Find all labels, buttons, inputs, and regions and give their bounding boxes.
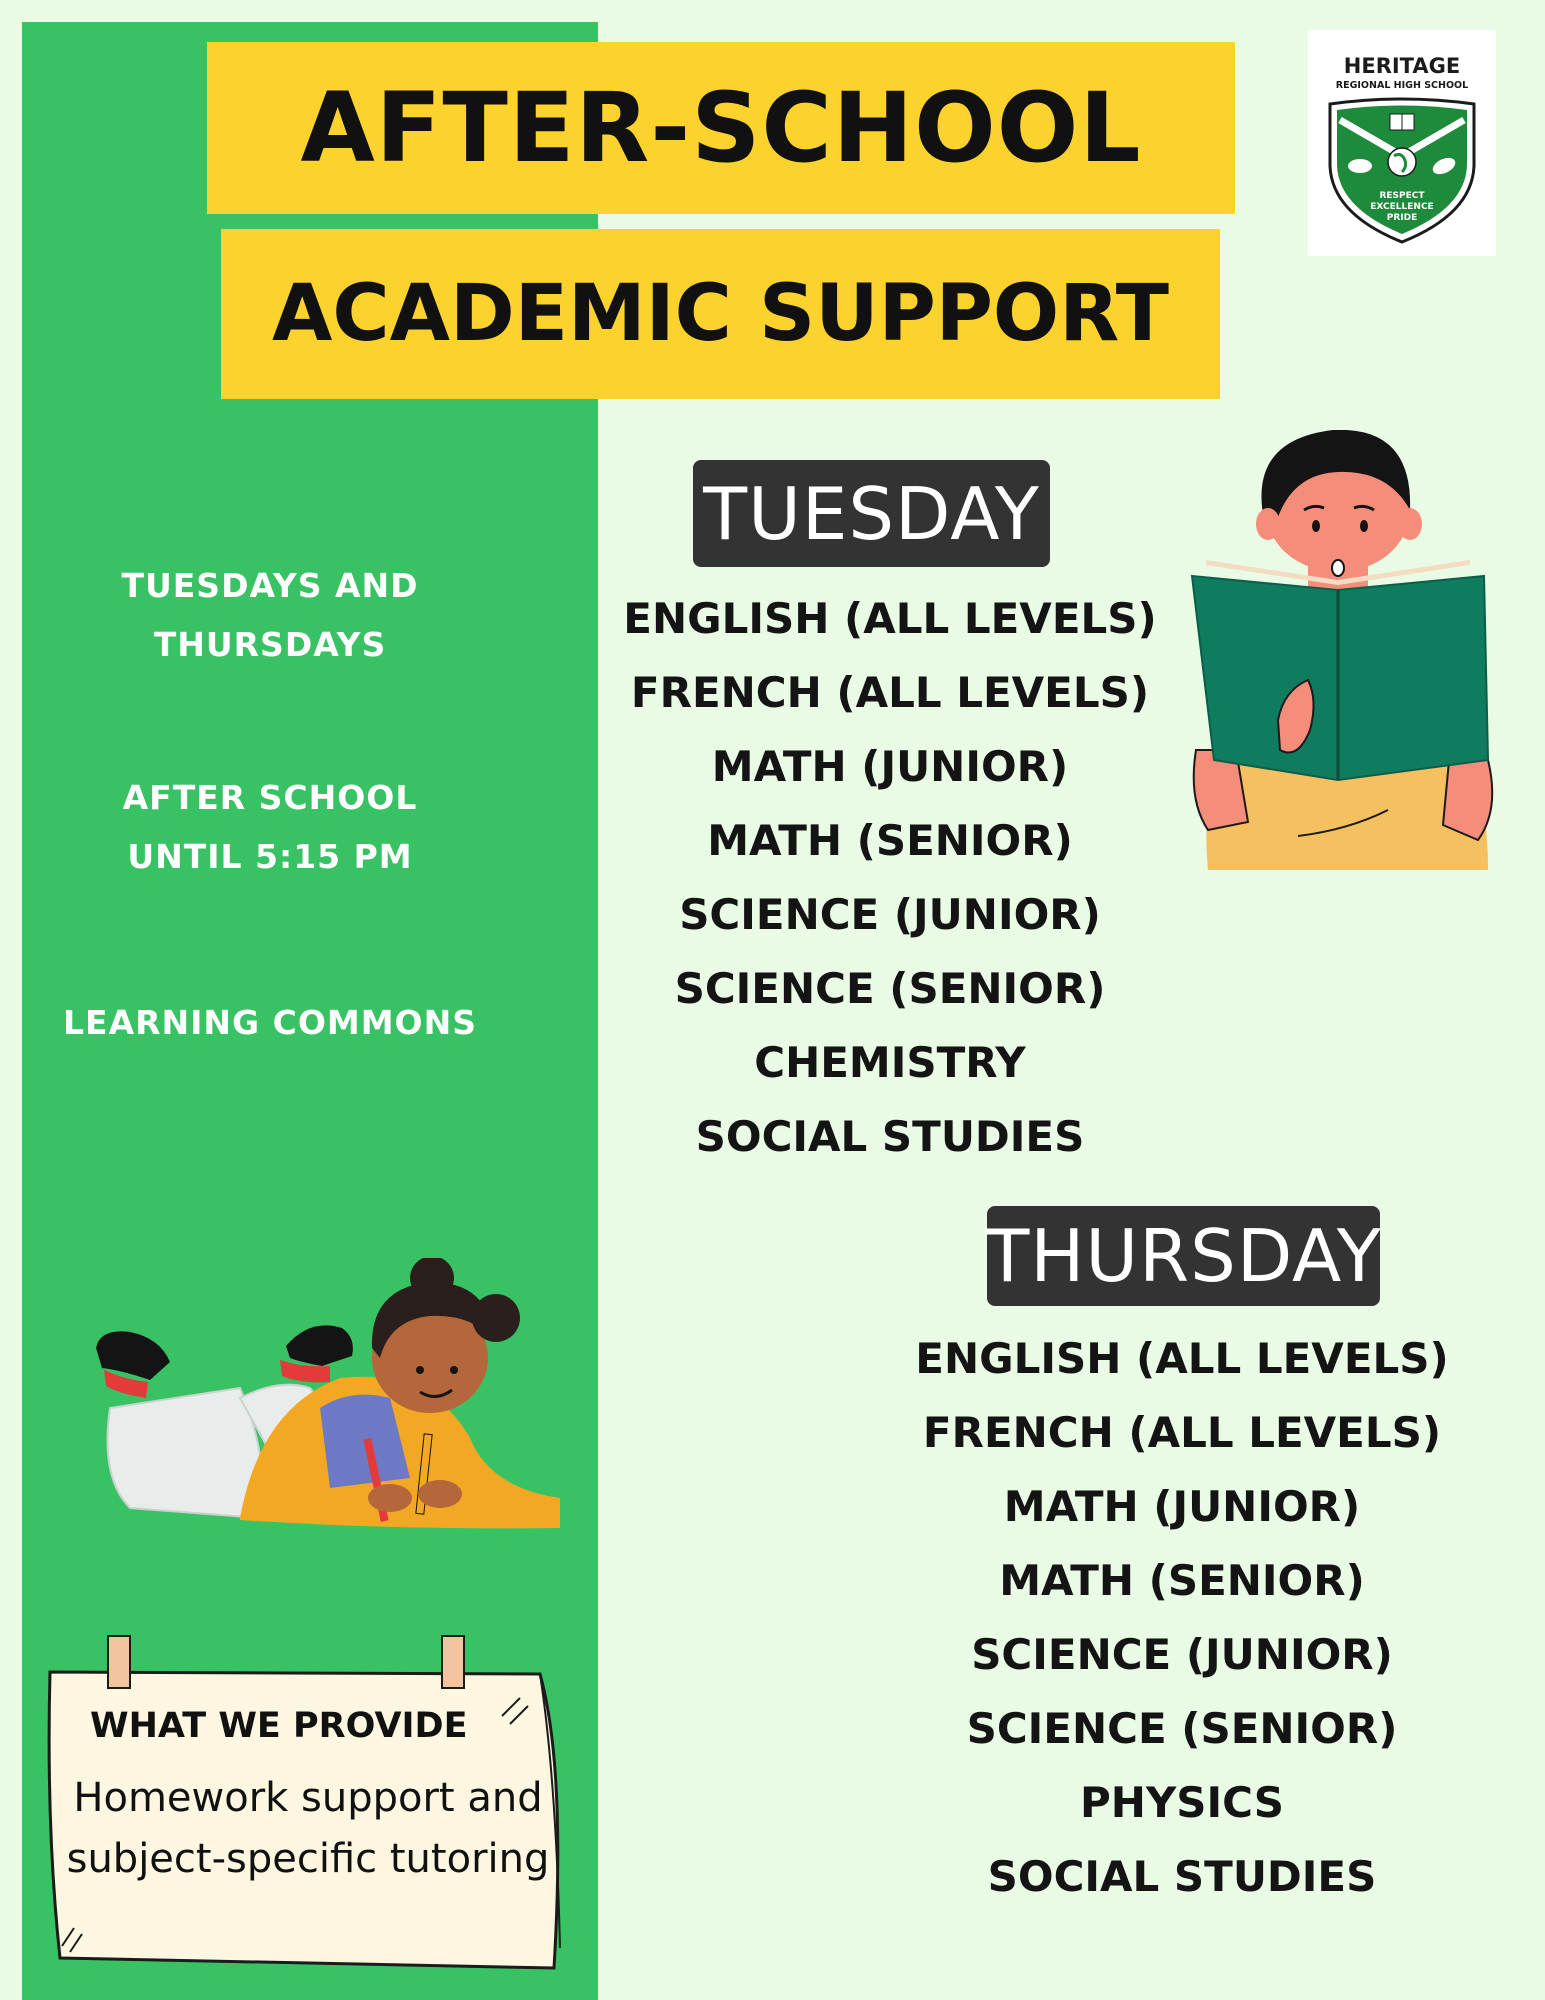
shield-icon — [1322, 96, 1482, 246]
tuesday-label-text: TUESDAY — [703, 471, 1040, 556]
subject-item: ENGLISH (ALL LEVELS) — [623, 594, 1157, 643]
logo-school-subtitle: REGIONAL HIGH SCHOOL — [1335, 80, 1469, 91]
subject-item: ENGLISH (ALL LEVELS) — [915, 1334, 1449, 1383]
subject-item: MATH (SENIOR) — [707, 816, 1073, 865]
subject-item: PHYSICS — [1079, 1778, 1285, 1827]
subject-item: SOCIAL STUDIES — [987, 1852, 1377, 1901]
thursday-subject-list — [902, 1322, 1462, 1914]
clip-icon — [108, 1636, 130, 1688]
logo-motto-1: RESPECT — [1379, 191, 1425, 201]
title-banner-line2 — [221, 229, 1220, 399]
boy-reading-illustration — [1188, 430, 1500, 880]
subject-item: CHEMISTRY — [754, 1038, 1026, 1087]
provide-body: Homework support and subject-specific tutoring — [66, 1775, 550, 1882]
tuesday-label — [693, 460, 1050, 567]
logo-school-name: HERITAGE — [1343, 54, 1461, 78]
subject-item: SOCIAL STUDIES — [695, 1112, 1085, 1161]
subject-item: SCIENCE (SENIOR) — [674, 964, 1106, 1013]
provide-heading: WHAT WE PROVIDE — [90, 1706, 468, 1746]
title-text-line2: ACADEMIC SUPPORT — [272, 269, 1169, 359]
info-days: TUESDAYS AND THURSDAYS — [121, 566, 419, 664]
thursday-label-text: THURSDAY — [985, 1214, 1382, 1298]
clip-icon — [442, 1636, 464, 1688]
subject-item: MATH (SENIOR) — [999, 1556, 1365, 1605]
logo-motto-3: PRIDE — [1386, 213, 1418, 223]
logo-motto-2: EXCELLENCE — [1370, 202, 1434, 212]
info-location: LEARNING COMMONS — [63, 1003, 477, 1042]
subject-item: MATH (JUNIOR) — [1003, 1482, 1361, 1531]
title-text-line1: AFTER-SCHOOL — [300, 72, 1142, 184]
subject-item: SCIENCE (JUNIOR) — [971, 1630, 1393, 1679]
info-time: AFTER SCHOOL UNTIL 5:15 PM — [122, 778, 418, 876]
thursday-label — [987, 1206, 1380, 1306]
school-logo — [1308, 30, 1496, 256]
tuesday-subject-list — [610, 582, 1170, 1174]
girl-studying-illustration — [90, 1258, 570, 1558]
subject-item: FRENCH (ALL LEVELS) — [922, 1408, 1442, 1457]
subject-item: SCIENCE (JUNIOR) — [679, 890, 1101, 939]
subject-item: SCIENCE (SENIOR) — [966, 1704, 1398, 1753]
title-banner-line1 — [207, 42, 1235, 214]
subject-item: FRENCH (ALL LEVELS) — [630, 668, 1150, 717]
subject-item: MATH (JUNIOR) — [711, 742, 1069, 791]
